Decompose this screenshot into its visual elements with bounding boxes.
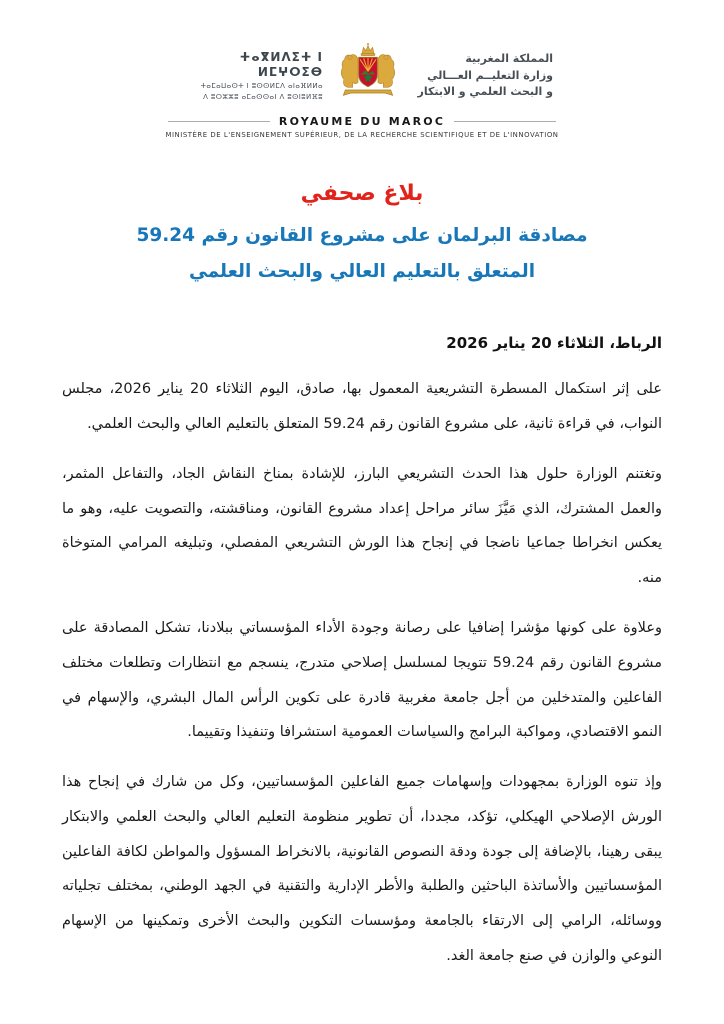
arabic-ministry-block: [413, 51, 553, 101]
headline-line2: المتعلق بالتعليم العالي والبحث العلمي: [188, 261, 536, 283]
headline: [0, 218, 724, 290]
paragraph-1: على إثر استكمال المسطرة التشريعية المعمول بها، صادق، اليوم الثلاثاء 20 يناير 2026، مجلس النواب، في قراءة ثانية، على مشروع القانون رقم 59.24 المتعلق بالتعليم العالي والبحث العلمي.: [62, 381, 662, 432]
press-release-label: بلاغ صحفي: [300, 181, 424, 206]
headline-line1: مصادقة البرلمان على مشروع القانون رقم 59.24: [136, 225, 588, 246]
right-rule-divider: [454, 121, 556, 122]
royaume-du-maroc-label: ROYAUME DU MAROC: [278, 115, 446, 128]
royaume-row: [0, 115, 724, 128]
title-block: [0, 181, 724, 290]
letterhead-row: [0, 40, 724, 112]
tifinagh-kingdom-title: ⵜⴰⴳⵍⴷⵉⵜ ⵏ ⵍⵎⵖⵔⵉⴱ: [239, 49, 323, 80]
ministere-french-label: MINISTÈRE DE L'ENSEIGNEMENT SUPÉRIEUR, DE LA RECHERCHE SCIENTIFIQUE ET DE L'INNOVATION: [165, 131, 559, 139]
tifinagh-ministry-line1: ⵜⴰⵎⴰⵡⴰⵙⵜ ⵏ ⵓⵙⵙⵍⵎⴷ ⴰⵏⴰⴼⵍⵍⴰ: [200, 81, 323, 90]
tifinagh-title-block: [171, 50, 323, 103]
letterhead: [0, 0, 724, 139]
arabic-ministry-line1: وزارة التعليــم العـــالي: [427, 68, 553, 82]
arabic-ministry-line2: و البحث العلمي و الابتكار: [417, 85, 553, 99]
arabic-kingdom-title: المملكة المغربية: [465, 52, 553, 66]
paragraph-4: وإذ تنوه الوزارة بمجهودات وإسهامات جميع الفاعلين المؤسساتيين، وكل من شارك في إنجاح هذا الورش الإصلاحي الهيكلي، تؤكد، مجددا، أن تطوير منظومة التعليم العالي والبحث العلمي والابتكار يبقى رهينا، بالإضافة إلى جودة ودقة النصوص القانونية، بالانخراط المسؤول والمواطن لكافة الفاعلين المؤسساتيين والأساتذة الباحثين والطلبة والأطر الإدارية والتقنية في الجهد الوطني، بمختلف تجلياته ووسائله، الرامي إلى الارتقاء بالجامعة ومؤسسات التكوين والبحث الأخرى وتمكينها من الإسهام النوعي والوازن في صنع جامعة الغد.: [62, 774, 662, 965]
left-rule-divider: [168, 121, 270, 122]
tifinagh-ministry-line2: ⴷ ⵓⵔⵣⵣⵓ ⴰⵎⴰⵙⵙⴰⵏ ⴷ ⵓⵙⵏⵓⵍⴼⵓ: [203, 92, 323, 101]
dateline: الرباط، الثلاثاء 20 يناير 2026: [446, 334, 662, 353]
press-release-body: [62, 372, 662, 974]
morocco-coat-of-arms-icon: [328, 40, 408, 112]
paragraph-2: وتغتنم الوزارة حلول هذا الحدث التشريعي البارز، للإشادة بمناخ النقاش الجاد، والتفاعل المثمر، والعمل المشترك، الذي مَيَّزَ سائر مراحل إعداد مشروع القانون، ومناقشته، والتصويت عليه، وهو ما يعكس انخراطا جماعيا ناضجا في إنجاح هذا الورش التشريعي المفصلي، وتبليغه المرامي المتوخاة منه.: [62, 465, 662, 587]
paragraph-3: وعلاوة على كونها مؤشرا إضافيا على رصانة وجودة الأداء المؤسساتي ببلادنا، تشكل المصادقة على مشروع القانون رقم 59.24 تتويجا لمسلسل إصلاحي متدرج، ينسجم مع انتظارات وتطلعات مختلف الفاعلين والمتدخلين من أجل جامعة مغربية قادرة على تكوين الرأس المال البشري، والإسهام في النمو الاقتصادي، ومواكبة البرامج والسياسات العمومية استشرافا وتنفيذا وتقييما.: [62, 619, 662, 741]
